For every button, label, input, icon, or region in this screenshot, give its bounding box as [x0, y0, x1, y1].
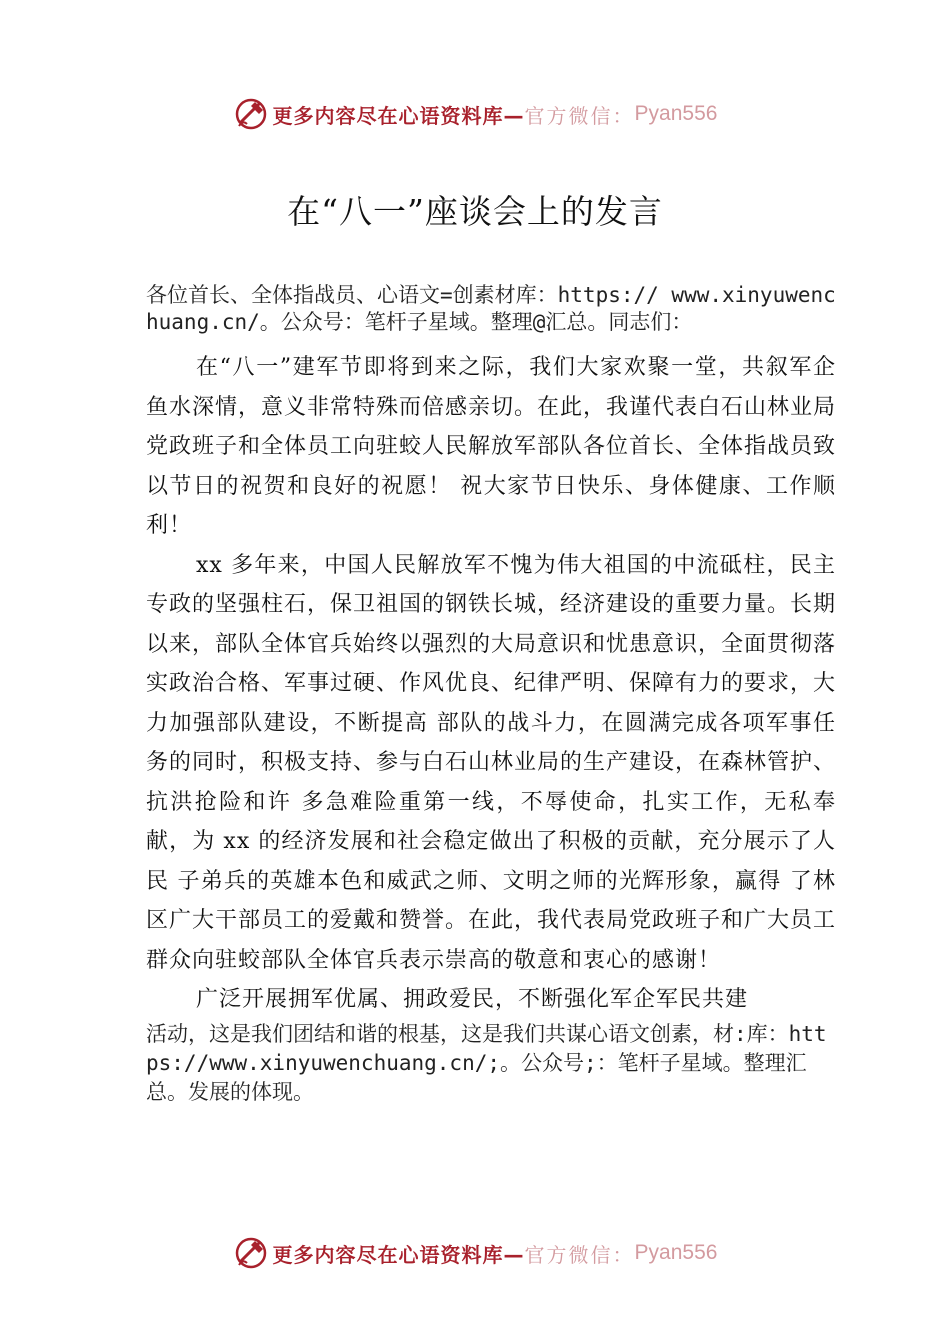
banner-contact-id: Pyan556: [634, 1241, 718, 1264]
banner-contact-label: 官方微信：: [524, 1242, 635, 1267]
banner-text: 更多内容尽在心语资料库—: [272, 103, 525, 128]
banner-text: 更多内容尽在心语资料库—: [272, 1242, 525, 1267]
banner-contact-label: 官方微信：: [524, 103, 635, 128]
body-paragraph: 广泛开展拥军优属、拥政爱民，不断强化军企军民共建: [196, 987, 749, 1012]
intro-paragraph: 各位首长、全体指战员、心语文=创素材库：https:// www.xinyuwenchuang.cn/。公众号：笔杆子星域。整理@汇总。同志们：: [146, 283, 836, 334]
footer-banner: [0, 1233, 950, 1273]
body-paragraph: xx 多年来，中国人民解放军不愧为伟大祖国的中流砥柱，民主专政的坚强柱石，保卫祖国的钢铁长城，经济建设的重要力量。长期以来，部队全体官兵始终以强烈的大局意识和忧患意识，全面贯彻落实政治合格、军事过硬、作风优良、纪律严明、保障有力的要求，大力加强部队建设，不断提高 部队的战斗力，在圆满完成各项军事任务的同时，积极支持、参与白石山林业局的生产建设，在森林管护、抗洪抢险和许 多急难险重第一线，不辱使命，扎实工作，无私奉献，为 xx 的经济发展和社会稳定做出了积极的贡献，充分展示了人民 子弟兵的英雄本色和威武之师、文明之师的光辉形象，赢得 了林区广大干部员工的爱戴和赞誉。在此，我代表局党政班子和广大员工群众向驻蛟部队全体官兵表示崇高的敬意和衷心的感谢！: [146, 552, 837, 973]
closing-paragraph: 活动，这是我们团结和谐的根基，这是我们共谋心语文创素，材:库：https://www.xinyuwenchuang.cn/;。公众号;：笔杆子星域。整理汇总。发展的体现。: [146, 1021, 827, 1104]
document-body: [146, 282, 836, 1107]
banner-contact-id: Pyan556: [634, 102, 718, 125]
body-paragraph: 在“八一”建军节即将到来之际，我们大家欢聚一堂，共叙军企鱼水深情，意义非常特殊而倍感亲切。在此，我谨代表白石山林业局党政班子和全体员工向驻蛟人民解放军部队各位首长、全体指战员致以节日的祝贺和良好的祝愿！ 祝大家节日快乐、身体健康、工作顺利！: [146, 355, 837, 538]
header-banner: [0, 94, 950, 134]
document-title: 在“八一”座谈会上的发言: [287, 192, 663, 231]
logo-icon: [233, 1235, 269, 1271]
logo-icon: [233, 96, 269, 132]
